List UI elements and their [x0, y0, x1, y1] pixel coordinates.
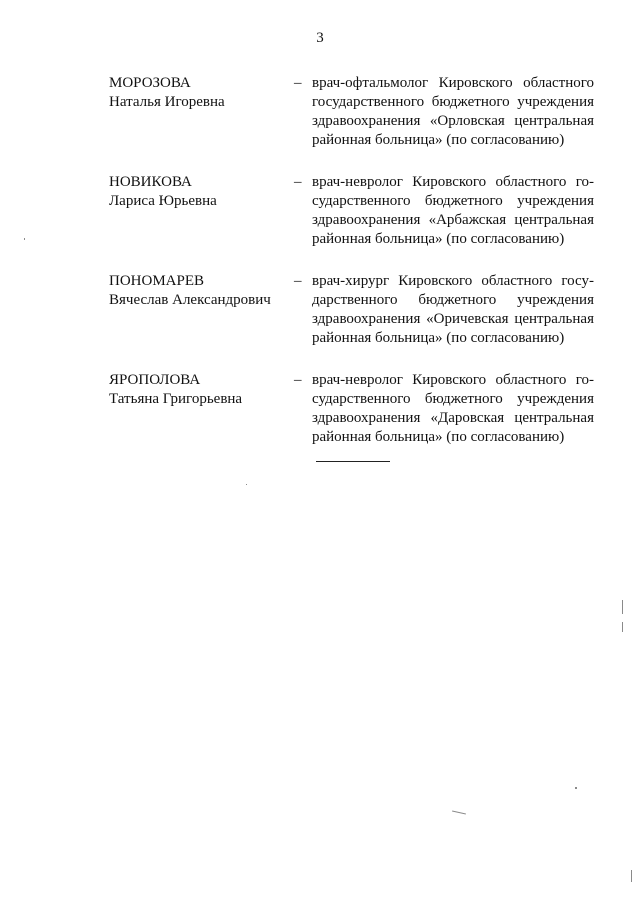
scan-speck: [622, 622, 623, 632]
scan-speck: [622, 600, 623, 614]
separator-dash: –: [294, 372, 302, 388]
scan-speck: [24, 238, 25, 240]
member-position: врач-невролог Кировского областного государственного бюджетного учреждения здравоохранения «Даровская центральная районная больница» (по согласованию): [312, 372, 594, 445]
member-entry-yaropolova: [109, 371, 599, 447]
member-given-names: Лариса Юрьевна: [109, 193, 217, 209]
page-number: 3: [316, 30, 324, 46]
member-entry-morozova: [109, 74, 599, 150]
separator-dash: –: [294, 174, 302, 190]
separator-dash: –: [294, 75, 302, 91]
member-name: [109, 173, 294, 211]
scan-speck: [575, 787, 577, 789]
member-name: [109, 371, 294, 409]
member-entry-novikova: [109, 173, 599, 249]
scan-speck: [452, 811, 466, 815]
member-surname: МОРОЗОВА: [109, 75, 191, 91]
scan-speck: [246, 484, 247, 485]
scan-speck: [631, 870, 632, 882]
member-position: врач-невролог Кировского областного государственного бюджетного учреждения здравоохранения «Арбажская центральная районная больница» (по согласованию): [312, 174, 594, 247]
member-given-names: Татьяна Григорьевна: [109, 391, 243, 407]
member-position: врач-офтальмолог Кировского областного государственного бюджетного учреждения здравоохранения «Орловская центральная районная больница» (по согласованию): [312, 75, 594, 148]
member-given-names: Вячеслав Александрович: [109, 292, 271, 308]
member-list: [109, 74, 599, 470]
member-surname: ПОНОМАРЕВ: [109, 273, 205, 289]
member-given-names: Наталья Игоревна: [109, 94, 225, 110]
member-position: врач-хирург Кировского областного государственного бюджетного учреждения здравоохранения «Оричевская центральная районная больница» (по согласованию): [312, 273, 594, 346]
member-surname: ЯРОПОЛОВА: [109, 372, 201, 388]
member-name: [109, 74, 294, 112]
member-surname: НОВИКОВА: [109, 174, 192, 190]
member-name: [109, 272, 294, 310]
separator-dash: –: [294, 273, 302, 289]
closing-rule: [316, 461, 390, 462]
member-entry-ponomarev: [109, 272, 599, 348]
